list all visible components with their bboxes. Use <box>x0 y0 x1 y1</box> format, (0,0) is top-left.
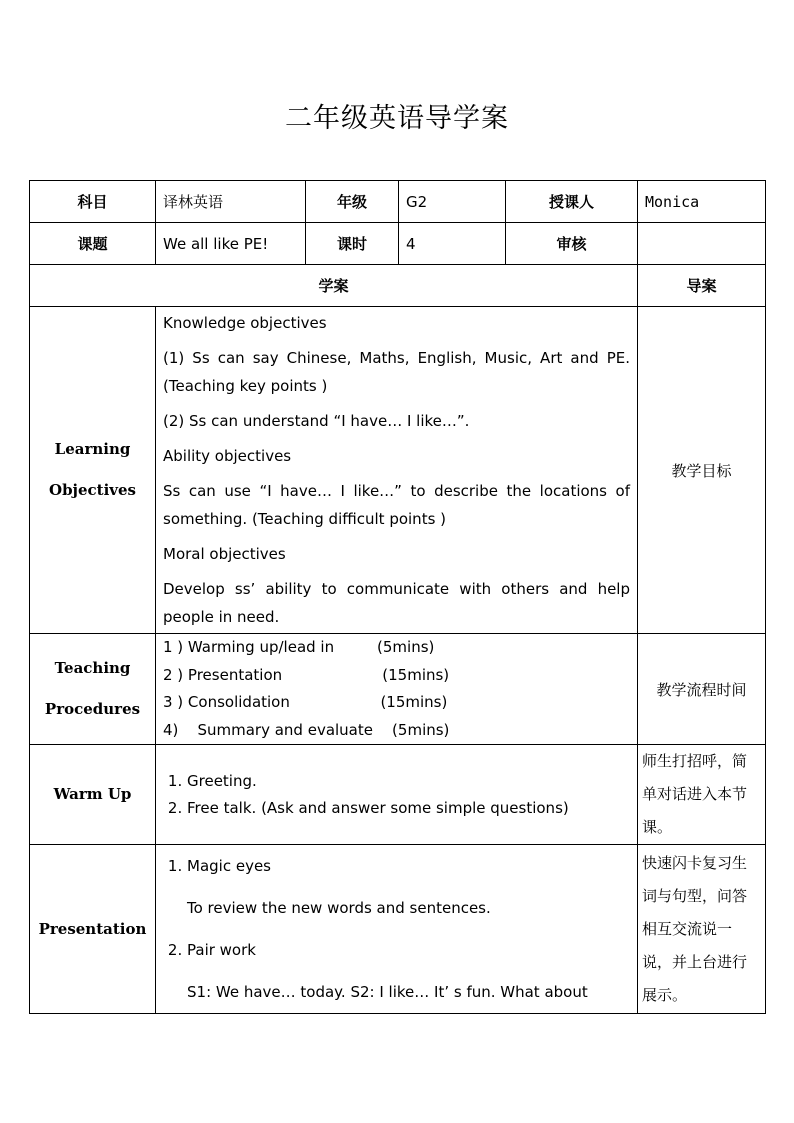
procedures-row <box>30 634 766 745</box>
procedures-label-line2: Procedures <box>44 700 141 718</box>
procedures-label-line1: Teaching <box>54 659 131 677</box>
presentation-item-detail: S1: We have… today. S2: I like… It’ s fun. What about <box>187 983 588 1001</box>
procedure-step: 3 ) Consolidation (15mins) <box>163 693 448 711</box>
objectives-label-line1: Learning <box>54 440 131 458</box>
topic-label: 课题 <box>30 223 156 265</box>
presentation-list-2 <box>163 929 630 971</box>
period-value: 4 <box>399 223 506 265</box>
list-item: 2. Free talk. (Ask and answer some simple questions) <box>187 795 630 822</box>
list-item: 1. Greeting. <box>187 768 630 795</box>
presentation-content <box>156 845 638 1014</box>
presentation-label: Presentation <box>30 845 156 1014</box>
warmup-label: Warm Up <box>30 745 156 845</box>
subject-label: 科目 <box>30 181 156 223</box>
teacher-label: 授课人 <box>506 181 638 223</box>
objective-line: Ss can use “I have… I like…” to describe the locations of something. (Teaching difficult points ) <box>163 482 630 528</box>
review-value <box>638 223 766 265</box>
procedure-step: 2 ) Presentation (15mins) <box>163 665 450 684</box>
procedure-step: 1 ) Warming up/lead in (5mins) <box>163 638 435 656</box>
presentation-row <box>30 845 766 1014</box>
objectives-content <box>156 307 638 634</box>
presentation-item-detail: To review the new words and sentences. <box>187 899 491 917</box>
warmup-guide: 师生打招呼，简单对话进入本节课。 <box>638 745 766 845</box>
objective-line: Develop ss’ ability to communicate with others and help people in need. <box>163 580 630 626</box>
objective-line: Knowledge objectives <box>163 314 327 332</box>
procedures-content <box>156 634 638 745</box>
header-row-2 <box>30 223 766 265</box>
grade-label: 年级 <box>306 181 399 223</box>
warmup-list <box>163 768 630 822</box>
presentation-guide: 快速闪卡复习生词与句型，问答相互交流说一说，并上台进行展示。 <box>638 845 766 1014</box>
study-column-header: 学案 <box>30 265 638 307</box>
objective-line: (2) Ss can understand “I have… I like…”. <box>163 412 470 430</box>
objectives-guide: 教学目标 <box>638 307 766 634</box>
objectives-label-line2: Objectives <box>49 481 136 499</box>
objectives-label <box>30 307 156 634</box>
warmup-row <box>30 745 766 845</box>
list-item <box>187 929 630 971</box>
teacher-value: Monica <box>638 181 766 223</box>
review-label: 审核 <box>506 223 638 265</box>
header-row-1 <box>30 181 766 223</box>
objective-line: Moral objectives <box>163 545 286 563</box>
period-label: 课时 <box>306 223 399 265</box>
warmup-content <box>156 745 638 845</box>
procedures-guide: 教学流程时间 <box>638 634 766 745</box>
objectives-row <box>30 307 766 634</box>
topic-value: We all like PE! <box>156 223 306 265</box>
procedures-label <box>30 634 156 745</box>
column-header-row <box>30 265 766 307</box>
procedure-step: 4) Summary and evaluate (5mins) <box>163 720 450 739</box>
list-item <box>187 845 630 887</box>
page-title: 二年级英语导学案 <box>285 103 509 134</box>
grade-value: G2 <box>399 181 506 223</box>
presentation-item-title: Pair work <box>187 941 256 959</box>
presentation-list <box>163 845 630 887</box>
presentation-item-title: Magic eyes <box>187 857 271 875</box>
guide-column-header: 导案 <box>638 265 766 307</box>
subject-value: 译林英语 <box>156 181 306 223</box>
objective-line: (1) Ss can say Chinese, Maths, English, Music, Art and PE. (Teaching key points ) <box>163 349 630 395</box>
lesson-plan-table <box>29 180 766 1014</box>
objective-line: Ability objectives <box>163 447 292 465</box>
